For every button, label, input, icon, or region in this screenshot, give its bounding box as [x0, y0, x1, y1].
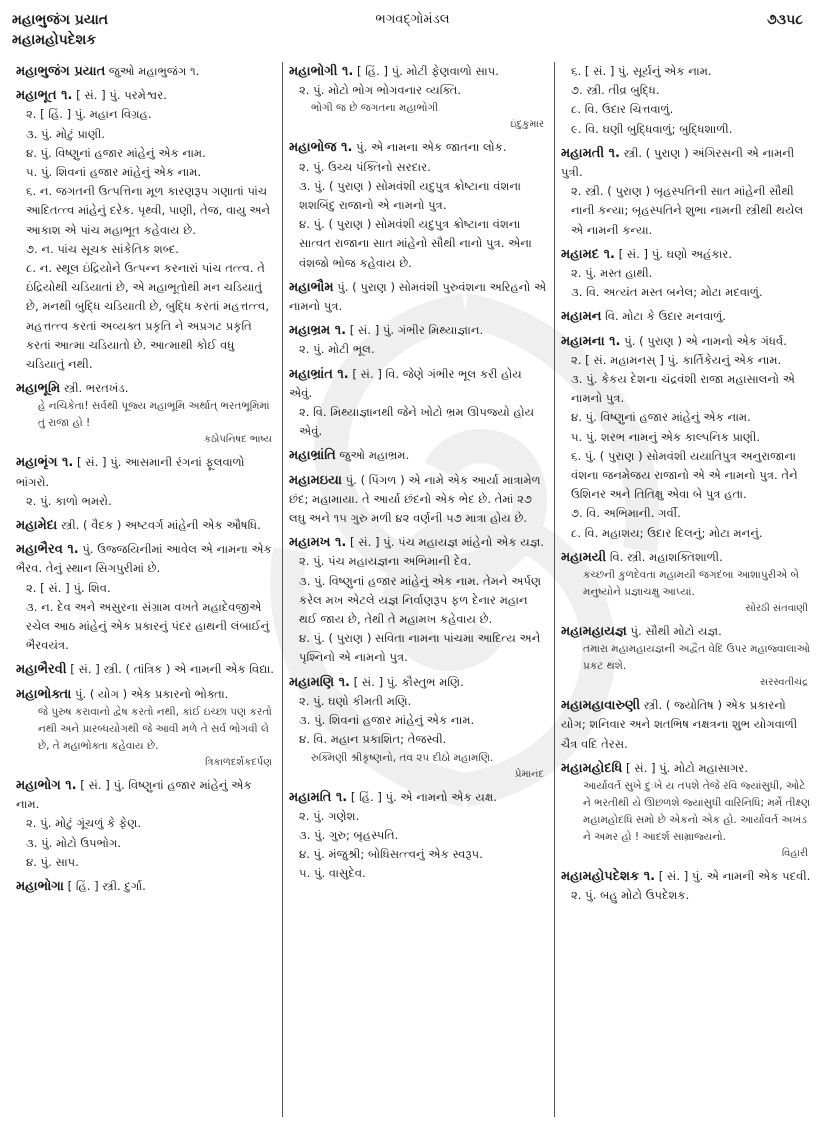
column-1	[10, 62, 282, 1117]
column-2	[282, 62, 554, 1117]
headword: મહાભોજ ૧.	[289, 140, 353, 156]
sense: ૨. વિ. મિથ્યાજ્ઞાનથી જેને ખોટો ભ્રમ ઊપજ્યો હોય એવું.	[299, 405, 535, 439]
sense: ૪. પું. સાપ.	[26, 854, 79, 869]
definition: પું. એ નામના એક જાતના લોક.	[356, 140, 507, 155]
dictionary-entry	[289, 471, 548, 529]
quote-source: કઠોપનિષદ ભાષ્ય	[204, 434, 272, 446]
dictionary-entry	[16, 660, 276, 679]
entry-line	[289, 446, 548, 465]
headword: મહાભૌમ	[289, 279, 334, 295]
dictionary-entry	[561, 144, 812, 240]
definition: સ્ત્રી. ( જ્યોતિષ ) એક પ્રકારનો યોગ; શનિવાર અને શતભિષ નક્ષત્રના શુભ યોગવાળી ચૈત્ર વદિ તેરસ.	[561, 698, 798, 751]
sense: ૩. ન. દેવ અને અસુરના સંગ્રામ વખતે મહાદેવજીએ રચેલ આઠ માંહેનું એક પ્રકારનું પંદર હાથની લંબાઈનું ભૈરવયંત્ર.	[26, 599, 270, 653]
dictionary-columns	[10, 62, 818, 1117]
sense: ૪. પું. ( પુરાણ ) સોમવંશી યદુપુત્ર ક્રોષ્ટાના વંશના સાત્વત રાજાના સાત માંહેનો સૌથી નાનો પુત્ર. એના વંશજો ભોજ કહેવાય છે.	[299, 217, 532, 270]
sense: ૨. પું. પંચ મહાયજ્ઞના અભિમાની દેવ.	[299, 554, 472, 569]
dictionary-entry	[289, 365, 548, 442]
entry-line	[16, 776, 276, 814]
definition: જુઓ મહાભ્રમ.	[339, 448, 410, 463]
sense: ૭. સ્ત્રી. તીવ્ર બુદ્ધિ.	[571, 83, 660, 98]
sense: ૩. પું. ( પુરાણ ) સોમવંશી યદુપુત્ર ક્રોષ્ટાના વંશના શશબિંદુ રાજાનો એ નામનો પુત્ર.	[299, 178, 521, 213]
sense: ૫. પું. શિવનાં હજાર માંહેનું એક નામ.	[26, 165, 202, 180]
sense: ૨. પું. બહુ મોટો ઉપદેશક.	[571, 888, 690, 903]
entry-line	[561, 307, 812, 326]
definition: [ સં. ] પું. એ નામની એક પદવી.	[658, 869, 811, 884]
definition: [ હિં. ] પું. મોટી ફેણવાળો સાપ.	[357, 64, 499, 78]
dictionary-entry	[289, 278, 548, 316]
definition: વિ. મોટા કે ઉદાર મનવાળું.	[605, 309, 726, 324]
column-3	[554, 62, 818, 1117]
headword: મહાભૂમિ	[16, 381, 61, 397]
sense: ૩. પું. શિવનાં હજાર માંહેનું એક નામ.	[299, 713, 475, 728]
sense: ૨. પું. કાળો ભમરો.	[26, 493, 112, 508]
sense: ૨. સ્ત્રી. ( પુરાણ ) બૃહસ્પતિની સાત માંહેની સૌથી નાની કન્યા; બૃહસ્પતિને શુભા નામની સ્ત્રીથી થયેલ એ નામની કન્યા.	[571, 184, 804, 237]
sense: ૨. પું. મોટી ભૂલ.	[299, 342, 375, 357]
headword: મહામતી ૧.	[561, 145, 620, 161]
headword: મહામન	[561, 309, 602, 325]
definition: પું. ઉજ્જયિનીમાં આવેલ એ નામના એક ભૈરવ. તેનું સ્થાન સિગપુરીમાં છે.	[16, 542, 272, 576]
entry-line	[561, 622, 812, 641]
entry-line	[16, 516, 276, 535]
sense: ૩. પું. વિષ્ણુનાં હજાર માંહેનું એક નામ. તેમને અર્પણ કરેલ મખ એટલે યજ્ઞ નિર્વાણરૂપ ફળ દેનાર મહાન થઈ જાય છે, તેથી તે મહામખ કહેવાય છે.	[299, 573, 542, 627]
quote-source: વિહારી	[781, 848, 808, 860]
dictionary-entry	[561, 332, 812, 543]
sense: ૨. [ સં. મહામનસ્ ] પું. કાર્તિકેયનું એક નામ.	[571, 352, 782, 367]
headword: મહામના ૧.	[561, 333, 621, 349]
sense: ૭. ન. પાંચ સૂચક સાંકેતિક શબ્દ.	[26, 241, 179, 256]
example-quote: તમારા મહામહાયજ્ઞની અદ્વૈત વેદિ ઉપર મહાજ્વાલાઓ પ્રકટ થશે.	[583, 643, 811, 673]
headword: મહાભોગી ૧.	[289, 64, 354, 79]
quote-source: ઇંદુકુમાર	[510, 119, 544, 131]
entry-line	[289, 788, 548, 807]
headword: મહામહોદધિ	[561, 760, 623, 776]
headword: મહામહાવારુણી	[561, 698, 641, 714]
dictionary-entry	[16, 516, 276, 535]
definition: સ્ત્રી. ભરતખંડ.	[63, 381, 129, 396]
headword: મહાભ્રમ ૧.	[289, 323, 347, 339]
example-quote: રુક્મિણી શ્રીકૃષ્ણનો, તવ ૨૫ દીઠો મહામણિ.	[311, 751, 494, 764]
sense: ૯. વિ. ઘણી બુદ્ધિવાળું; બુદ્ધિશાળી.	[571, 121, 733, 136]
dictionary-entry	[16, 877, 276, 896]
definition: વિ. સ્ત્રી. મહાશક્તિશાળી.	[609, 549, 723, 564]
sense: ૬. [ સં. ] પું. સૂર્યનું એક નામ.	[571, 64, 712, 78]
dictionary-entry	[289, 321, 548, 359]
entry-line	[289, 365, 548, 403]
entry-line	[16, 379, 276, 398]
dictionary-entry	[561, 548, 812, 617]
headword: મહામણિ ૧.	[289, 674, 350, 690]
sense: ૫. પું. શરભ નામનું એક કાલ્પનિક પ્રાણી.	[571, 429, 761, 444]
entry-line	[289, 321, 548, 340]
sense: ૨. [ હિં. ] પું. મહાન વિગ્રહ.	[26, 107, 152, 122]
entry-line	[16, 685, 276, 704]
dictionary-entry	[16, 540, 276, 655]
definition: [ સં. ] પું. આસમાની રંગનાં ફૂલવાળો ભાંગરો.	[16, 455, 245, 489]
headword: મહાભોગા	[16, 878, 64, 894]
sense: ૨. પું. ઉચ્ચ પંક્તિનો સરદાર.	[299, 159, 431, 174]
entry-line	[16, 86, 276, 105]
sense: ૨. પું. મસ્ત હાથી.	[571, 266, 653, 281]
entry-line	[561, 696, 812, 754]
sense: ૩. પું. મોટો ઉપભોગ.	[26, 835, 122, 850]
dictionary-entry	[16, 379, 276, 448]
headword: મહામતિ ૧.	[289, 789, 348, 805]
sense: ૩. પું. ગુરુ; બૃહસ્પતિ.	[299, 827, 399, 842]
dictionary-entry	[289, 138, 548, 272]
definition: પું. સૌથી મોટો યજ્ઞ.	[630, 624, 722, 639]
definition: [ હિં. ] પું. એ નામનો એક યક્ષ.	[350, 789, 497, 804]
quote-source: સરસ્વતીચંદ્ર	[760, 677, 808, 689]
example-quote: આર્યાવર્ત સુખે દુઃખે ય તપશે તેજે રવિ જ્યાંસુધી, ઓટે ને ભરતીથી યે ઊછળશે જ્યાંસુધી વારિનિધિ; મર્મે તીક્ષ્ણ મહામહોદધિ સમો છે એકનો એક હો. આર્યાવર્ત અખંડ ને અમર હો ! આદર્શ સામ્રાજ્યનો.	[583, 780, 811, 844]
definition: સ્ત્રી. ( વૈદક ) અષ્ટવર્ગ માંહેની એક ઔષધિ.	[60, 518, 261, 533]
sense: ૭. વિ. અભિમાની. ગર્વી.	[571, 506, 681, 521]
definition: [ સં. ] પું. પંચ મહાયજ્ઞ માંહેનો એક યજ્ઞ.	[350, 535, 544, 550]
dictionary-entry	[561, 245, 812, 303]
headword: મહાભૈરવ ૧.	[16, 542, 79, 558]
entry-line	[561, 759, 812, 778]
dictionary-entry	[289, 673, 548, 783]
definition: સ્ત્રી. ( પુરાણ ) અંગિરસની એ નામની પુત્રી.	[561, 145, 795, 180]
dictionary-entry	[561, 867, 812, 905]
headword: મહામખ ૧.	[289, 535, 347, 551]
headword: મહાભૃંગ ૧.	[16, 455, 74, 471]
sense: ૨. [ સં. ] પું. શિવ.	[26, 580, 111, 595]
sense: ૪. પું. વિષ્ણુનાં હજાર માંહેનું એક નામ.	[26, 145, 206, 160]
sense: ૪. પું. ( પુરાણ ) સવિતા નામના પાંચમા આદિત્ય અને પૃશ્નિનો એ નામનો પુત્ર.	[299, 631, 541, 665]
entry-line	[561, 332, 812, 351]
dictionary-entry	[561, 307, 812, 326]
dictionary-entry	[289, 788, 548, 884]
sense: ૪. વિ. મહાન પ્રકાશિત; તેજસ્વી.	[299, 732, 447, 747]
sense: ૪. પું. વિષ્ણુનાં હજાર માંહેનું એક નામ.	[571, 410, 751, 425]
sense: ૬. પું. ( પુરાણ ) સોમવંશી યયાતિપુત્ર અનુરાજાના વંશના જનમેજય રાજાનો એ એ નામનો પુત્ર. તેને ઉશિનર અને તિતિક્ષુ એવા બે પુત્ર હતા.	[571, 448, 798, 502]
guide-word-last: મહામહોપદેશક	[12, 32, 97, 48]
sense: ૩. પું. મોટું પ્રાણી.	[26, 126, 105, 141]
dictionary-entry	[16, 453, 276, 511]
dictionary-entry	[289, 533, 548, 667]
entry-line	[289, 533, 548, 552]
entry-line	[16, 660, 276, 679]
entry-line	[289, 278, 548, 316]
example-quote: ભોગી જ છે જગતના મહાભોગી	[311, 102, 439, 115]
headword: મહાભૂત ૧.	[16, 88, 73, 104]
page-number: ૭૩૫૮	[767, 12, 803, 28]
entry-line	[289, 673, 548, 692]
entry-line	[289, 138, 548, 157]
headword: મહામહાયજ્ઞ	[561, 624, 627, 640]
quote-source: ત્રિકાળદર્શકદર્પણ	[205, 756, 272, 768]
dictionary-entry	[16, 62, 276, 81]
definition: [ સં. ] પું. પરમેશ્વર.	[76, 88, 167, 103]
definition: પું. ( પુરાણ ) સોમવંશી પુરુવંશના અરિહનો એ નામનો પુત્ર.	[289, 279, 547, 314]
sense: ૪. પું. મંજુશ્રી; બોધિસત્ત્વનું એક સ્વરૂપ.	[299, 847, 483, 862]
definition: [ સં. ] પું. કૌસ્તુભ મણિ.	[353, 674, 464, 689]
dictionary-entry	[561, 696, 812, 754]
page-header	[0, 0, 825, 60]
entry-line	[16, 62, 276, 81]
definition: [ સં. ] વિ. જેણે ગંભીર ભૂલ કરી હોય એવું.	[289, 366, 522, 400]
dictionary-entry	[289, 446, 548, 465]
entry-line	[561, 548, 812, 567]
example-quote: કચ્છની કુળદેવતા મહામયી જગદંબા આશાપુરીએ બે મનુષ્યોને પ્રજ્ઞાચક્ષુ આપ્યાં.	[583, 569, 799, 599]
headword: મહાભૈરવી	[16, 662, 67, 678]
headword: મહામદ ૧.	[561, 246, 615, 262]
definition: [ હિં. ] સ્ત્રી. દુર્ગા.	[67, 878, 146, 893]
headword: મહાભ્રાંત ૧.	[289, 366, 349, 382]
sense: ૮. ન. સ્થૂલ ઇંદ્રિયોને ઉત્પન્ન કરનારાં પાંચ તત્ત્વ. તે ઇંદ્રિયોથી ચડિયાતાં છે, એ મહાભૂતોથી મન ચડિયાતું છે, મનથી બુદ્ધિ ચડિયાતી છે, બુદ્ધિ કરતાં મહત્તત્ત્વ, મહત્તત્ત્વ કરતાં અવ્યક્ત પ્રકૃતિ ને અપ્રગટ પ્રકૃતિ કરતાં આત્મા ચડિયાતો છે. આત્માથી કોઈ વધુ ચડિયાતું નથી.	[26, 261, 270, 372]
sense: ૫. પું. વાસુદેવ.	[299, 866, 366, 881]
sense: ૮. વિ. ઉદાર ચિત્તવાળું.	[571, 102, 674, 117]
entry-line	[561, 245, 812, 264]
guide-word-first: મહાભુજંગ પ્રયાત	[12, 12, 109, 28]
definition: પું. ( પુરાણ ) એ નામનો એક ગંધર્વ.	[624, 333, 787, 348]
dictionary-entry	[561, 622, 812, 691]
sense: ૨. પું. ઘણો કીમતી મણિ.	[299, 693, 412, 708]
example-quote: જે પુરુષ કરાવાનો દ્વેષ કરતો નથી, કાંઈ ઇચ્છા પણ કરતો નથી અને પ્રારબ્ધયોગથી જે આવી મળે તે સર્વ ભોગવી લે છે, તે મહાભોક્તા કહેવાય છે.	[38, 705, 272, 752]
sense: ૬. ન. જગતની ઉત્પત્તિના મૂળ કારણરૂપ ગણાતાં પાંચ આદિતત્ત્વ માંહેનું દરેક. પૃથ્વી, પાણી, તેજ, વાયુ અને આકાશ એ પાંચ મહાભૂત કહેવાય છે.	[26, 184, 271, 237]
definition: પું. ( યોગ ) એક પ્રકારનો ભોક્તા.	[74, 686, 229, 701]
entry-line	[289, 62, 548, 81]
sense: ૨. પું. મોટું ગૂંચળું કે ફેણ.	[26, 816, 141, 831]
dictionary-entry	[561, 62, 812, 139]
entry-line	[16, 540, 276, 578]
entry-line	[561, 144, 812, 182]
headword: મહામયી	[561, 549, 607, 565]
dictionary-entry	[561, 759, 812, 862]
headword: મહાભોગ ૧.	[16, 777, 77, 793]
sense: ૩. વિ. અત્યંત મસ્ત બનેલ; મોટા મદવાળું.	[571, 285, 763, 300]
sense: ૨. પું. મોટો ભોગ ભોગવનાર વ્યક્તિ.	[299, 83, 462, 98]
headword: મહાભુજંગ પ્રયાત	[16, 64, 106, 79]
sense: ૨. પું. ગણેશ.	[299, 808, 360, 823]
quote-source: પ્રેમાનંદ	[514, 768, 544, 780]
definition: પું. ( પિંગળ ) એ નામે એક આર્યા માત્રામેળ છંદ; મહામાયા. તે આર્યા છંદનો એક ભેદ છે. તેમાં ૨૭ લઘુ અને ૧૫ ગુરુ મળી ૪૨ વર્ણની ૫૭ માત્રા હોય છે.	[289, 472, 541, 526]
dictionary-entry	[16, 776, 276, 872]
headword: મહામેદા	[16, 518, 58, 534]
entry-line	[289, 471, 548, 529]
definition: [ સં. ] પું. ગંભીર મિથ્યાજ્ઞાન.	[349, 323, 484, 338]
sense: ૮. વિ. મહાશય; ઉદાર દિલનું; મોટા મનનું.	[571, 525, 763, 540]
headword: મહામઇયા	[289, 472, 342, 488]
definition: જુઓ મહાભુજંગ ૧.	[108, 64, 200, 78]
sense: ૩. પું. કેકય દેશના ચંદ્રવંશી રાજા મહાસાલનો એ નામનો પુત્ર.	[571, 372, 795, 406]
entry-line	[561, 867, 812, 886]
running-title: ભગવદ્ગોમંડલ	[375, 12, 450, 27]
dictionary-entry	[289, 62, 548, 133]
dictionary-entry	[16, 685, 276, 771]
entry-line	[16, 453, 276, 491]
definition: [ સં. ] સ્ત્રી. ( તાંત્રિક ) એ નામની એક વિદ્યા.	[70, 662, 274, 677]
definition: [ સં. ] પું. ઘણો અહંકાર.	[618, 246, 733, 261]
entry-line	[16, 877, 276, 896]
example-quote: હે નચિકેતા! સર્વથી પૂજ્ય મહાભૂમિ અર્થાત્ ભરતભૂમિમાં તું રાજા હો !	[38, 400, 270, 430]
headword: મહાભોક્તા	[16, 686, 72, 702]
quote-source: સોરઠી સંતવાણી	[745, 603, 808, 615]
dictionary-entry	[16, 86, 276, 374]
headword: મહાભ્રાંતિ	[289, 448, 336, 464]
definition: [ સં. ] પું. મોટો મહાસાગર.	[625, 760, 749, 775]
definition: [ સં. ] પું. વિષ્ણુનાં હજાર માંહેનું એક નામ.	[16, 777, 252, 812]
headword: મહામહોપદેશક ૧.	[561, 869, 656, 885]
